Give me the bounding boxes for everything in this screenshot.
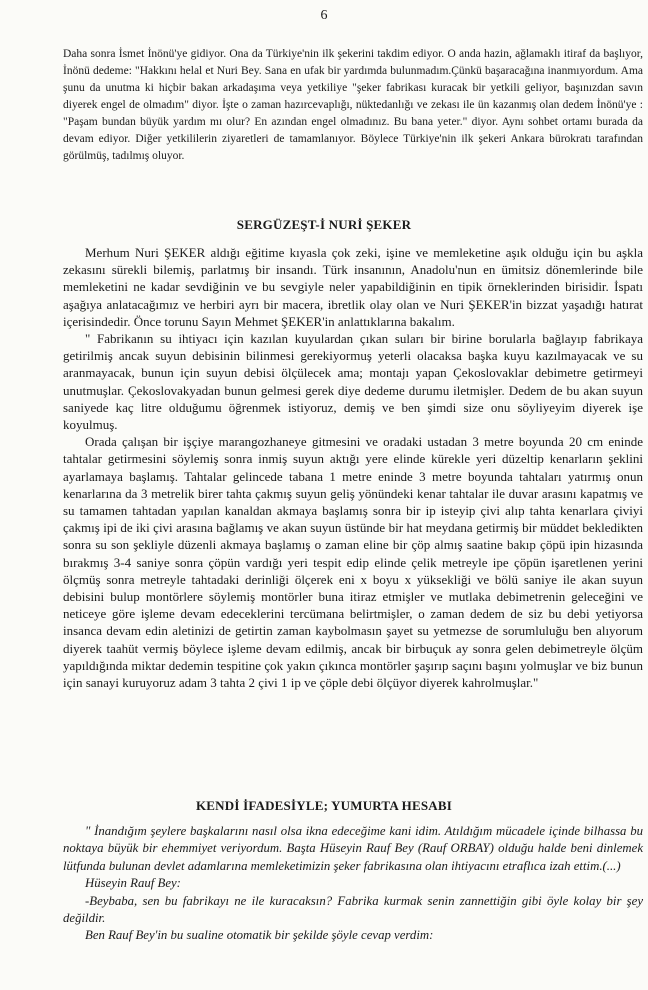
section1-paragraph-2: " Fabrikanın su ihtiyacı için kazılan kuyulardan çıkan suları bir birine borularla bağlayıp fabrikaya getirilmiş ancak suyun debisinin bilinmesi gerekiyormuş yeterli olacaksa başka kuyu kazılmayacak ve su aranmayacak, bunun için suyun debisi ölçülecek ama; montajı yapan Çekoslovaklar debimetre getirmeyi unutmuşlar. Çekoslovakyadan bunun gelmesi gerek diye dedeme durumu iletmişler. Dedem de bu akan suyun saniyede kaç litre olduğumu öğrenmek istiyoruz, demiş ve ben şimdi size onu söyliyeyim diyerek işe koyulmuş. <box>63 331 643 433</box>
section-heading-serguzest: SERGÜZEŞT-İ NURİ ŞEKER <box>236 217 412 232</box>
section2-answer-line: Ben Rauf Bey'in bu sualine otomatik bir şekilde şöyle cevap verdim: <box>85 928 434 943</box>
intro-block <box>63 46 643 165</box>
intro-paragraph: Daha sonra İsmet İnönü'ye gidiyor. Ona da Türkiye'nin ilk şekerini takdim ediyor. O anda hazin, ağlamaklı itiraf da başlıyor, İnönü dedeme: "Hakkını helal et Nuri Bey. Sana en ufak bir yardımda bulunmadım.Çünkü başaracağına inanmıyordum. Ama şunu da unutma ki hiçbir bakan arkadaşıma veya yetkiliye "şeker fabrikası kuracak bir yetkili geliyor, başınızdan savın diyerek engel de olmadım" diyor. İşte o zaman hazırcevaplığı, nüktedanlığı ve zekası ile ün kazanmış olan dedem İnönü'ye : "Paşam bundan büyük yardım mı olur? En azından engel olmadınız. Bu bana yeter." diyor. Aynı sohbet ortamı burada da devam ediyor. Diğer yetkililerin ziyaretleri de tamamlanıyor. Böylece Türkiye'nin ilk şekeri Ankara bürokratı tarafından görülmüş, tadılmış oluyor. <box>63 48 643 162</box>
section1-body <box>63 244 643 691</box>
section-heading-yumurta-hesabi: KENDİ İFADESİYLE; YUMURTA HESABI <box>196 798 452 813</box>
section1-paragraph-1: Merhum Nuri ŞEKER aldığı eğitime kıyasla çok zeki, işine ve memleketine aşık olduğu için bu aşkla zekasını sürekli bilemiş, parlatmış bir insandı. Türk insanının, Anadolu'nun en ümitsiz dönemlerinde bile memleketini ne kadar sevdiğinin ve bu sevgiyle neler yapabildiğinin en tipik örneklerinden birisidir. İspatı aşağıya anlatacağımız ve herbiri ayrı bir macera, ibretlik olay olan ve Nuri ŞEKER'in bizzat yaşadığı hatırat içerisindedir. Önce torunu Sayın Mehmet ŞEKER'in anlattıklarına bakalım. <box>63 245 643 329</box>
section2-quote-paragraph: " İnandığım şeylere başkalarını nasıl olsa ikna edeceğime kani idim. Atıldığım mücadele içinde bilhassa bu noktaya büyük bir ehemmiyet veriyordum. Başta Hüseyin Rauf Bey (Rauf ORBAY) olduğu halde beni dinlemek lütfunda bulunan devlet adamlarına memleketimizin şeker fabrikasına olan ihtiyacını etraflıca izah ettim.(...) <box>63 824 643 873</box>
section2-speaker-line: Hüseyin Rauf Bey: <box>85 876 181 891</box>
section2-body <box>63 823 643 945</box>
section1-paragraph-3: Orada çalışan bir işçiye marangozhaneye gitmesini ve oradaki ustadan 3 metre boyunda 20 cm eninde tahtalar getirmesini söylemiş sonra inmiş suyun aktığı yere elinde kürekle yeri düzeltip kenarların şeklini ayarlamaya başlamış. Tahtalar gelincede tabana 1 metre eninde 3 metre boyunda tahtaları yatırmış onun kenarlarına da 3 metrelik birer tahta çakmış suyun geliş yönündeki kenar tahtalar ile duvar arasını kapatmış ve su tamamen tahtadan yapılan kanaldan akmaya başlamış sonra bir ip isteyip çivi alıp tahta kenarlara çiviyi çakmış ipi de iki çivi arasına bağlamış ve akan suyun üstünde bir hat meydana getirmiş bir müddet bekledikten sonra su son şekliyle düzenli akmaya başlamış o zaman eline bir çöp almış saatine bakıp çöpü ipin hizasında bırakmış 3-4 saniye sonra çöpün vardığı yeri tespit edip elinde çelik metreyle ipe çöpün işaretlenen yerini ölçmüş sonra metreyle tahtadaki derinliği ölçerek eni x boyu x yüksekliği ve bölü saniye ile akan suyun debisini bulup montörlere söylemiş montörler buna itiraz etmişler ve mutlaka debimetrenin geleceğini ve neticeye göre işleme devam edeceklerini tercümana belirtmişler, o zaman dedem de siz bu debi yetiyorsa insanca devam edin aletinizi de getirtin zaman kaybolmasın şayet su yetmezse de sorumluluğu ben alıyorum diyerek taahüt vermiş böylece işleme devam edilmiş, ancak bir birbuçuk ay sonra gelen debimetreyle ölçüm yapıldığında miktar dedemin tespitine çok yakın çıkınca montörler şaşırıp saçını başını yolmuşlar ve biz bunun için sanayi kuruyoruz adam 3 tahta 2 çivi 1 ip ve çöple debi ölçüyor diyerek kahrolmuşlar." <box>63 434 643 691</box>
page-number: 6 <box>320 8 328 23</box>
section2-dialogue-line: -Beybaba, sen bu fabrikayı ne ile kuracaksın? Fabrika kurmak senin zannettiğin gibi öyle kolay bir şey değildir. <box>63 893 643 926</box>
